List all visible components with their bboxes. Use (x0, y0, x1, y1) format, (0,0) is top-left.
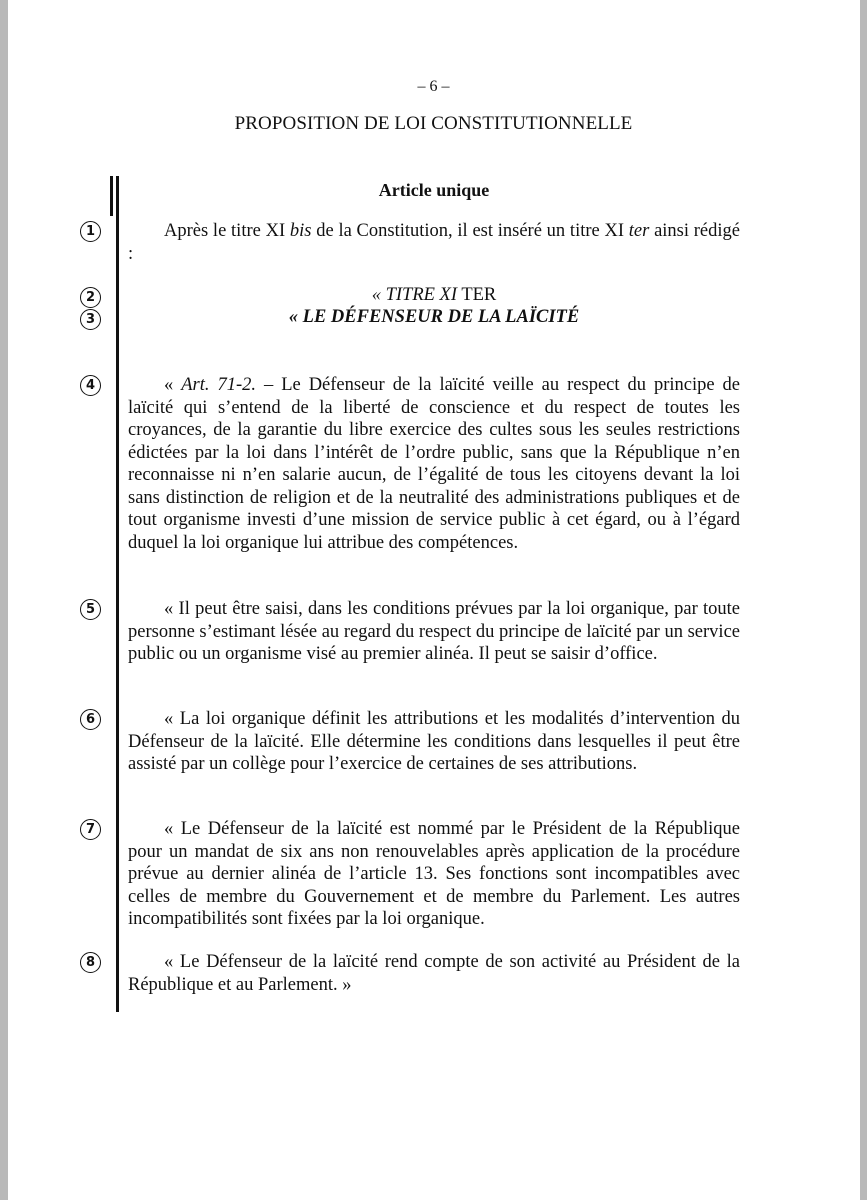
margin-bar-short (110, 176, 113, 216)
paragraph-marker-5: 5 (80, 599, 101, 620)
paragraph-marker-8: 8 (80, 952, 101, 973)
paragraph-8: « Le Défenseur de la laïcité rend compte de son activité au Président de la République et au Parlement. » (128, 952, 740, 995)
paragraph-marker-1: 1 (80, 221, 101, 242)
paragraph-marker-4: 4 (80, 375, 101, 396)
paragraph-marker-2: 2 (80, 287, 101, 308)
titre-heading (128, 285, 740, 306)
article-heading: Article unique (378, 180, 490, 200)
p4-quote: « (164, 375, 182, 395)
p1-italic-ter: ter (628, 221, 650, 241)
p1-text-b: de la Constitution, il est inséré un titre XI (311, 221, 629, 241)
paragraph-4 (128, 374, 740, 554)
p1-text-c: ainsi rédigé : (128, 221, 740, 264)
paragraph-marker-7: 7 (80, 819, 101, 840)
p4-article-ref: Art. 71-2. (181, 375, 257, 395)
paragraph-1 (128, 220, 740, 265)
page-number: – 6 – (417, 78, 450, 95)
defenseur-heading: « LE DÉFENSEUR DE LA LAÏCITÉ (288, 307, 580, 327)
margin-bar-long (116, 176, 119, 1012)
paragraph-marker-6: 6 (80, 709, 101, 730)
titre-prefix: « (371, 285, 386, 305)
scan-edge-right (860, 0, 867, 1200)
scan-edge-left (0, 0, 8, 1200)
p4-text: – Le Défenseur de la laïcité veille au respect du principe de laïcité qui s’entend de la liberté de conscience et du respect de toutes les croyances, de la garantie du libre exercice des cultes sous les seules restrictions édictées par la loi dans l’intérêt de l’ordre public, sans que la République n’en reconnaisse ni n’en salarie aucun, de l’égalité de tous les citoyens devant la loi sans distinction de religion et de la neutralité des administrations publiques et de tout organisme investi d’une mission de service public à cet égard, ou à l’égard duquel la loi organique lui attribue des compétences. (128, 375, 740, 553)
paragraph-7: « Le Défenseur de la laïcité est nommé par le Président de la République pour un mandat de six ans non renouvelables après application de la procédure prévue au dernier alinéa de l’article 13. Ses fonctions sont incompatibles avec celles de membre du Gouvernement et de membre du Parlement. Les autres incompatibilités sont fixées par la loi organique. (128, 819, 740, 929)
p1-text-a: Après le titre XI (164, 221, 290, 241)
paragraph-5: « Il peut être saisi, dans les conditions prévues par la loi organique, par toute personne s’estimant lésée au regard du respect du principe de laïcité par un service public ou un organisme visé au premier alinéa. Il peut se saisir d’office. (128, 599, 740, 664)
document-title: PROPOSITION DE LOI CONSTITUTIONNELLE (234, 113, 633, 134)
paragraph-marker-3: 3 (80, 309, 101, 330)
titre-italic: TITRE XI (385, 285, 458, 305)
titre-suffix: TER (457, 285, 497, 305)
p1-italic-bis: bis (289, 221, 312, 241)
paragraph-6: « La loi organique définit les attributions et les modalités d’intervention du Défenseur de la laïcité. Elle détermine les conditions dans lesquelles il peut être assisté par un collège pour l’exercice de certaines de ses attributions. (128, 709, 740, 774)
